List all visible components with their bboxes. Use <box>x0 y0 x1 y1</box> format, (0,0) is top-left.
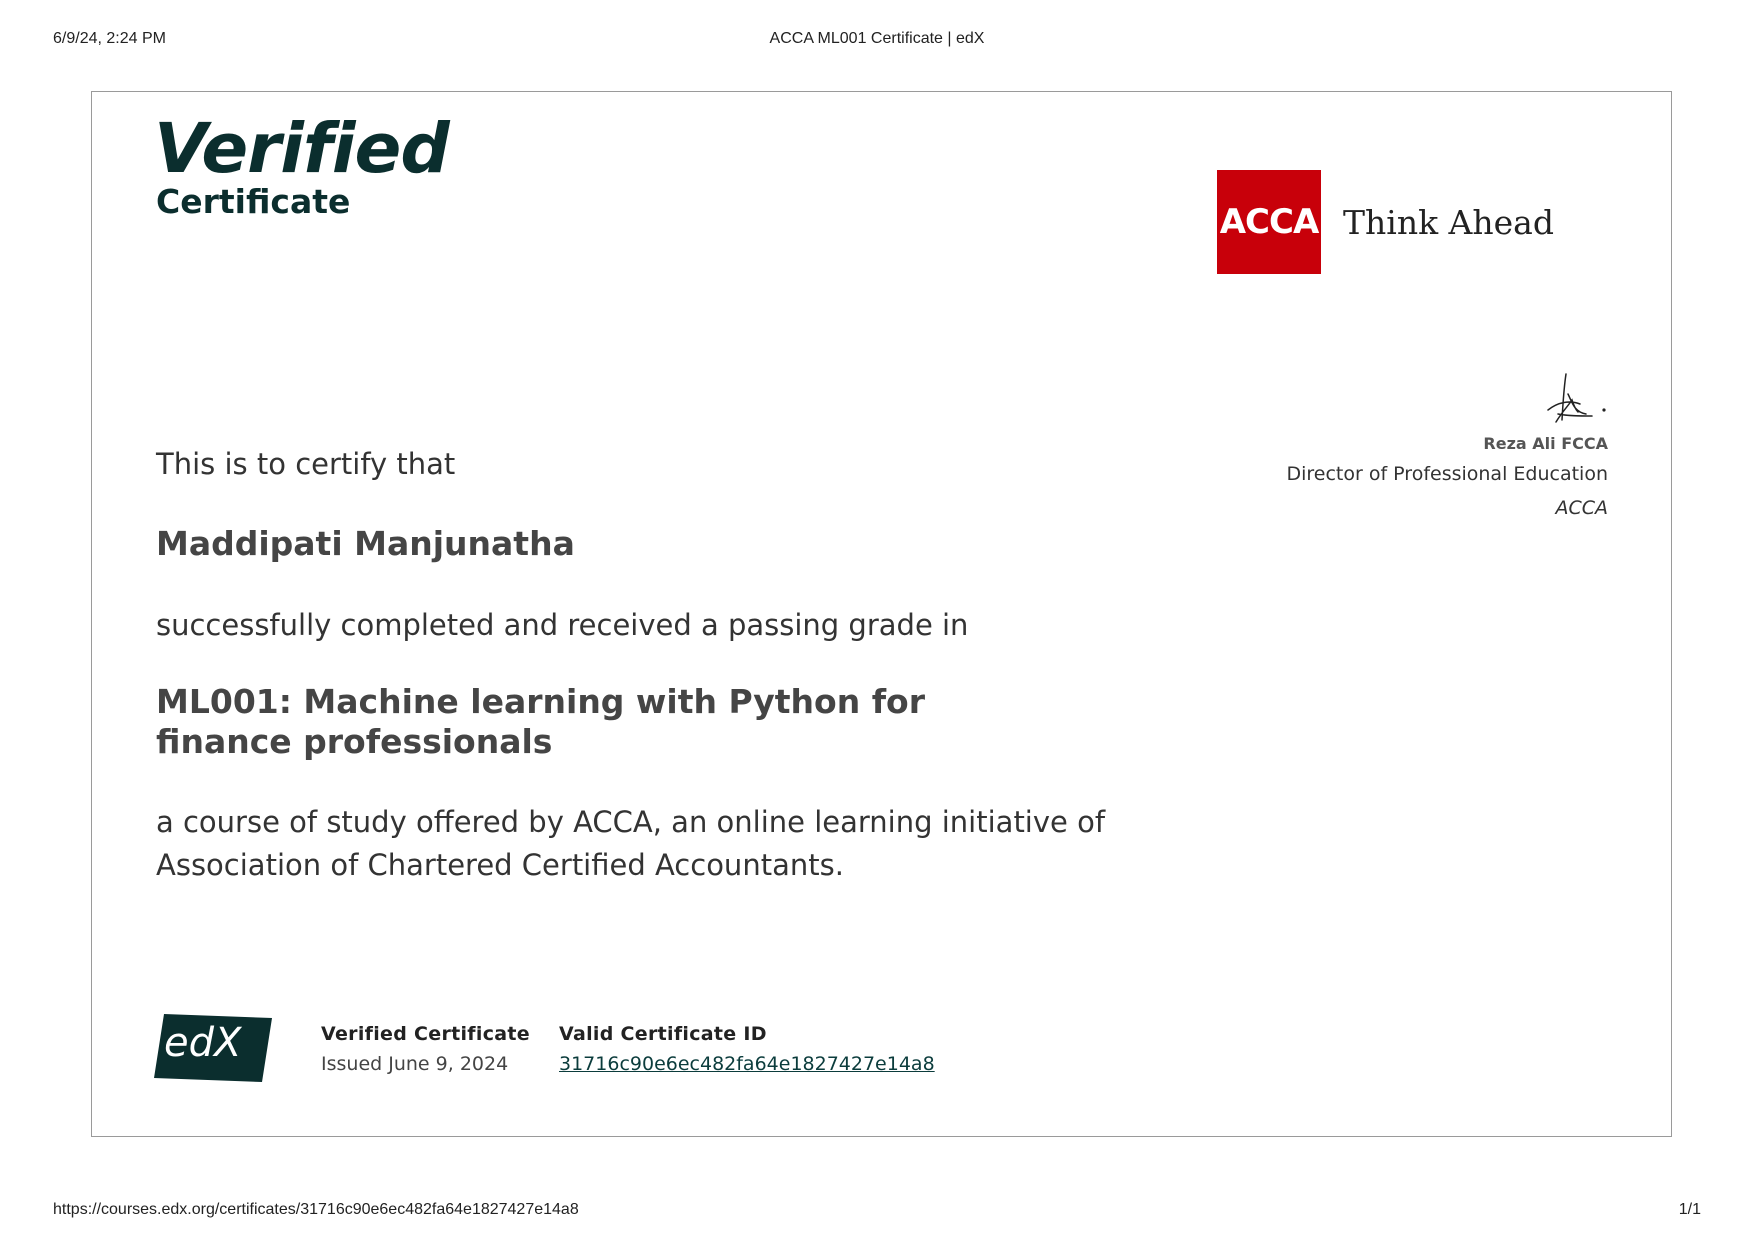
acca-tagline: Think Ahead <box>1343 202 1554 242</box>
certificate-id-info <box>559 1023 935 1075</box>
edx-logo-text: edX <box>164 1020 242 1066</box>
certify-statement: This is to certify that <box>156 447 456 481</box>
course-title: ML001: Machine learning with Python for finance professionals <box>156 682 926 761</box>
verified-certificate-badge <box>154 109 449 221</box>
edx-logo-mark <box>154 1014 272 1082</box>
print-footer-url: https://courses.edx.org/certificates/31716c90e6ec482fa64e1827427e14a8 <box>53 1201 579 1218</box>
edx-logo <box>154 1014 272 1087</box>
course-offering-statement: a course of study offered by ACCA, an online learning initiative of Association of Chartered Certified Accountants. <box>156 805 1106 882</box>
print-footer-page-count: 1/1 <box>1678 1201 1701 1218</box>
certificate-frame <box>91 91 1672 1137</box>
signatory-block <box>1286 372 1608 519</box>
signatory-organization: ACCA <box>1555 497 1608 519</box>
issued-info <box>321 1023 530 1075</box>
acca-logo <box>1217 170 1554 274</box>
signatory-name: Reza Ali FCCA <box>1483 434 1608 453</box>
signatory-role: Director of Professional Education <box>1286 463 1608 485</box>
badge-subtitle: Certificate <box>156 182 351 221</box>
signature-image <box>1528 372 1608 432</box>
learner-name: Maddipati Manjunatha <box>156 524 575 563</box>
print-header-datetime: 6/9/24, 2:24 PM <box>53 30 166 47</box>
print-header-title: ACCA ML001 Certificate | edX <box>769 30 985 47</box>
issued-label: Verified Certificate <box>321 1023 530 1045</box>
issued-date: Issued June 9, 2024 <box>321 1053 509 1075</box>
badge-title: Verified <box>154 109 449 189</box>
certificate-id-label: Valid Certificate ID <box>559 1023 767 1045</box>
completion-statement: successfully completed and received a passing grade in <box>156 608 969 642</box>
certificate-id-link[interactable]: 31716c90e6ec482fa64e1827427e14a8 <box>559 1053 935 1075</box>
acca-logo-mark: ACCA <box>1217 170 1321 274</box>
